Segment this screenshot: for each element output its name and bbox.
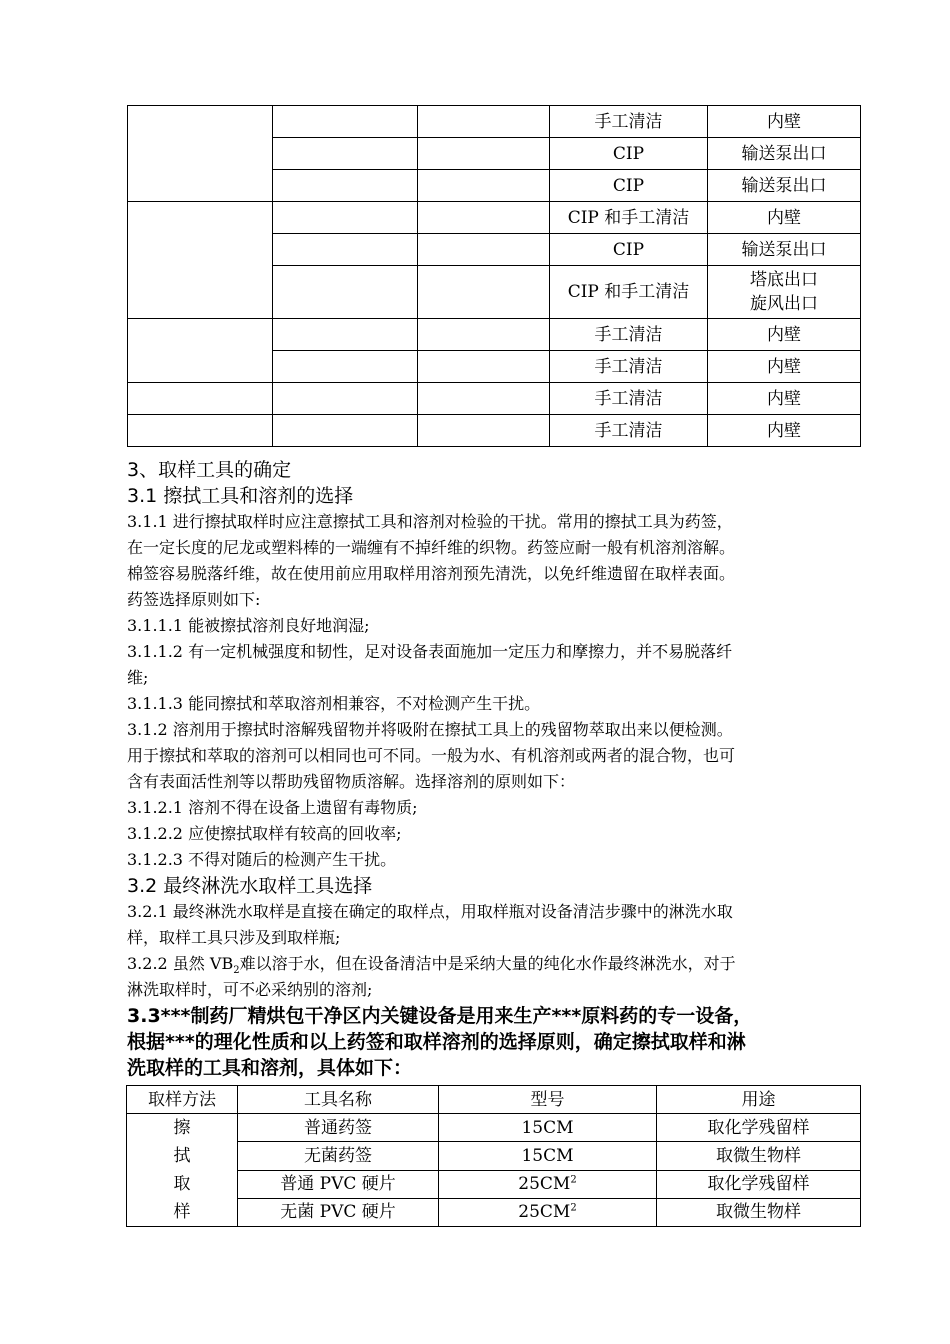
sampling-tools-table (126, 1085, 861, 1227)
section-3-body (127, 457, 862, 1081)
paragraph-line: 3.1.2.1 溶剂不得在设备上遗留有毒物质; (127, 798, 418, 817)
table-row (127, 1170, 861, 1198)
empty-cell (128, 319, 273, 383)
empty-cell (418, 266, 550, 319)
paragraph-line: 含有表面活性剂等以帮助残留物质溶解。选择溶剂的原则如下： (127, 772, 576, 791)
cleaning-method-cell: 手工清洁 (550, 106, 708, 138)
empty-cell (273, 351, 418, 383)
model-cell (439, 1170, 657, 1198)
empty-cell (418, 319, 550, 351)
column-header: 取样方法 (127, 1086, 238, 1114)
table-row (127, 1198, 861, 1226)
equipment-sampling-table (127, 105, 861, 447)
cleaning-method-cell: CIP (550, 138, 708, 170)
sampling-location-cell: 内壁 (708, 351, 861, 383)
paragraph-line: 3.1.1 进行擦拭取样时应注意擦拭工具和溶剂对检验的干扰。常用的擦拭工具为药签， (127, 512, 733, 531)
empty-cell (128, 106, 273, 202)
cleaning-method-cell: 手工清洁 (550, 319, 708, 351)
table-row (128, 415, 861, 447)
model-superscript: 2 (570, 1202, 577, 1214)
sampling-location-cell (708, 266, 861, 319)
empty-cell (418, 106, 550, 138)
paragraph-line: 在一定长度的尼龙或塑料棒的一端缠有不掉纤维的织物。药签应耐一般有机溶剂溶解。 (127, 538, 736, 557)
empty-cell (273, 106, 418, 138)
sampling-location-cell: 内壁 (708, 383, 861, 415)
tool-name-cell: 普通 PVC 硬片 (238, 1170, 439, 1198)
paragraph-line: 用于擦拭和萃取的溶剂可以相同也可不同。一般为水、有机溶剂或两者的混合物，也可 (127, 746, 736, 765)
bold-paragraph-line: 根据***的理化性质和以上药签和取样溶剂的选择原则，确定擦拭取样和淋 (127, 1031, 746, 1053)
paragraph-line: 3.1.2.3 不得对随后的检测产生干扰。 (127, 850, 397, 869)
sampling-location-cell: 输送泵出口 (708, 138, 861, 170)
model-cell (439, 1198, 657, 1226)
empty-cell (273, 266, 418, 319)
usage-cell: 取微生物样 (657, 1142, 861, 1170)
paragraph-line: 3.1.1.2 有一定机械强度和韧性，足对设备表面施加一定压力和摩擦力，并不易脱落纤 (127, 642, 733, 661)
sampling-location-cell: 内壁 (708, 319, 861, 351)
subsection-heading: 3.2 最终淋洗水取样工具选择 (127, 875, 373, 897)
paragraph-line: 棉签容易脱落纤维，故在使用前应用取样用溶剂预先清洗，以免纤维遗留在取样表面。 (127, 564, 736, 583)
cleaning-method-cell: CIP 和手工清洁 (550, 202, 708, 234)
table-row (128, 106, 861, 138)
empty-cell (418, 351, 550, 383)
location-line: 旋风出口 (750, 294, 818, 314)
cleaning-method-cell: CIP (550, 234, 708, 266)
paragraph-line: 3.1.2 溶剂用于擦拭时溶解残留物并将吸附在擦拭工具上的残留物萃取出来以便检测。 (127, 720, 733, 739)
empty-cell (128, 415, 273, 447)
cleaning-method-cell: 手工清洁 (550, 415, 708, 447)
usage-cell: 取化学残留样 (657, 1170, 861, 1198)
sampling-location-cell: 内壁 (708, 415, 861, 447)
bold-paragraph-line: 3.3***制药厂精烘包干净区内关键设备是用来生产***原料药的专一设备， (127, 1005, 753, 1027)
model-value: 25CM (518, 1174, 571, 1195)
empty-cell (273, 415, 418, 447)
subscript: 2 (233, 965, 240, 977)
method-char: 样 (173, 1202, 191, 1222)
paragraph-line: 样，取样工具只涉及到取样瓶; (127, 928, 341, 947)
sampling-location-cell: 输送泵出口 (708, 234, 861, 266)
empty-cell (273, 383, 418, 415)
empty-cell (128, 383, 273, 415)
empty-cell (128, 202, 273, 319)
subsection-heading: 3.1 擦拭工具和溶剂的选择 (127, 485, 354, 507)
method-char: 擦 (173, 1118, 191, 1138)
location-line: 塔底出口 (750, 270, 818, 290)
bold-paragraph-line: 洗取样的工具和溶剂，具体如下： (127, 1057, 413, 1079)
table-row (127, 1114, 861, 1142)
tool-name-cell: 普通药签 (238, 1114, 439, 1142)
empty-cell (273, 202, 418, 234)
method-char: 拭 (173, 1146, 191, 1166)
cleaning-method-cell: 手工清洁 (550, 351, 708, 383)
paragraph-line: 药签选择原则如下: (127, 590, 261, 609)
usage-cell: 取化学残留样 (657, 1114, 861, 1142)
table-header-row (127, 1086, 861, 1114)
column-header: 工具名称 (238, 1086, 439, 1114)
empty-cell (418, 170, 550, 202)
tool-name-cell: 无菌药签 (238, 1142, 439, 1170)
empty-cell (273, 138, 418, 170)
model-cell (439, 1114, 657, 1142)
empty-cell (418, 202, 550, 234)
cleaning-method-cell: 手工清洁 (550, 383, 708, 415)
column-header: 型号 (439, 1086, 657, 1114)
paragraph-line (127, 951, 862, 977)
sampling-location-cell: 输送泵出口 (708, 170, 861, 202)
model-value: 15CM (521, 1117, 574, 1138)
paragraph-line: 3.1.1.1 能被擦拭溶剂良好地润湿; (127, 616, 370, 635)
empty-cell (418, 415, 550, 447)
cleaning-method-cell: CIP 和手工清洁 (550, 266, 708, 319)
tool-name-cell: 无菌 PVC 硬片 (238, 1198, 439, 1226)
paragraph-line: 维; (127, 668, 149, 687)
empty-cell (273, 319, 418, 351)
paragraph-line: 淋洗取样时，可不必采纳别的溶剂; (127, 980, 373, 999)
sampling-location-cell: 内壁 (708, 106, 861, 138)
section-heading: 3、取样工具的确定 (127, 459, 292, 481)
empty-cell (418, 234, 550, 266)
text-run: 难以溶于水，但在设备清洁中是采纳大量的纯化水作最终淋洗水，对于 (239, 954, 736, 973)
sampling-method-cell (127, 1114, 238, 1227)
cleaning-method-cell: CIP (550, 170, 708, 202)
model-value: 15CM (521, 1145, 574, 1166)
model-value: 25CM (518, 1202, 571, 1223)
model-cell (439, 1142, 657, 1170)
text-run: 3.2.2 虽然 VB (127, 954, 234, 973)
table-row (128, 319, 861, 351)
paragraph-line: 3.2.1 最终淋洗水取样是直接在确定的取样点，用取样瓶对设备清洁步骤中的淋洗水取 (127, 902, 733, 921)
table-row (128, 202, 861, 234)
model-superscript: 2 (570, 1174, 577, 1186)
empty-cell (418, 383, 550, 415)
table-row (128, 383, 861, 415)
method-char: 取 (173, 1174, 191, 1194)
column-header: 用途 (657, 1086, 861, 1114)
empty-cell (418, 138, 550, 170)
paragraph-line: 3.1.2.2 应使擦拭取样有较高的回收率; (127, 824, 402, 843)
sampling-location-cell: 内壁 (708, 202, 861, 234)
empty-cell (273, 170, 418, 202)
usage-cell: 取微生物样 (657, 1198, 861, 1226)
paragraph-line: 3.1.1.3 能同擦拭和萃取溶剂相兼容，不对检测产生干扰。 (127, 694, 541, 713)
table-row (127, 1142, 861, 1170)
empty-cell (273, 234, 418, 266)
